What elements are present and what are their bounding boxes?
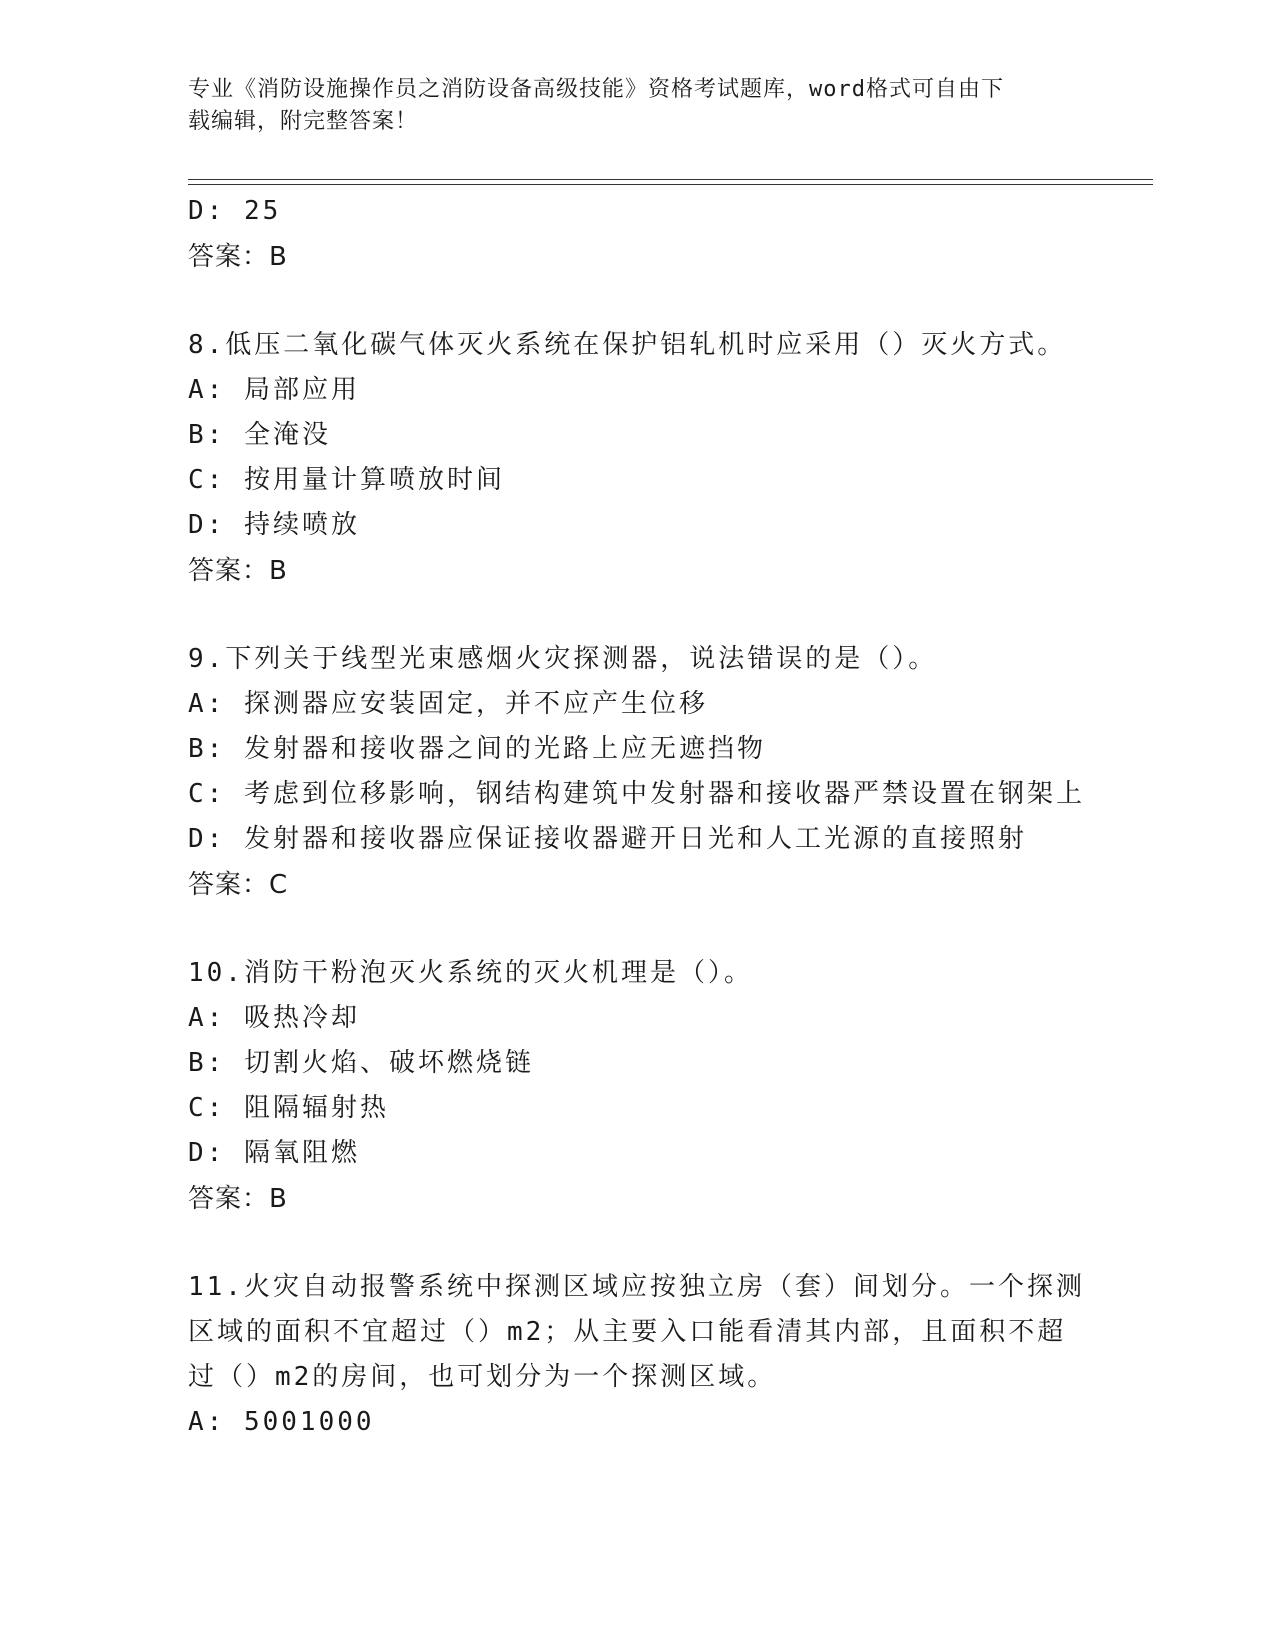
option-c: C: 考虑到位移影响，钢结构建筑中发射器和接收器严禁设置在钢架上: [188, 779, 1085, 809]
question-stem-line-3: 过（）m2的房间，也可划分为一个探测区域。: [188, 1362, 777, 1392]
header-line-2: 载编辑，附完整答案！: [188, 109, 419, 134]
question-8: [188, 323, 1078, 594]
option-a: A: 5001000: [188, 1407, 375, 1437]
document-header: [188, 74, 1058, 138]
header-line-1: 专业《消防设施操作员之消防设备高级技能》资格考试题库，word格式可自由下: [188, 77, 1004, 102]
answer: 答案：C: [188, 870, 289, 900]
option-b: B: 发射器和接收器之间的光路上应无遮挡物: [188, 734, 766, 764]
question-11: [188, 1265, 1085, 1445]
answer: 答案：B: [188, 1184, 288, 1214]
option-a: A: 局部应用: [188, 375, 360, 405]
header-divider: [188, 179, 1153, 185]
question-stem: 9.下列关于线型光束感烟火灾探测器，说法错误的是（）。: [188, 644, 938, 674]
question-stem: 10.消防干粉泡灭火系统的灭火机理是（）。: [188, 958, 753, 988]
option-c: C: 按用量计算喷放时间: [188, 465, 505, 495]
question-stem-line-1: 11.火灾自动报警系统中探测区域应按独立房（套）间划分。一个探测: [188, 1272, 1085, 1302]
option-c: C: 阻隔辐射热: [188, 1093, 389, 1123]
option-d: D: 隔氧阻燃: [188, 1138, 360, 1168]
question-9: [188, 637, 1085, 908]
answer: 答案：B: [188, 556, 288, 586]
option-b: B: 全淹没: [188, 420, 331, 450]
question-stem: 8.低压二氧化碳气体灭火系统在保护铝轧机时应采用（）灭火方式。: [188, 330, 1067, 360]
option-d: D: 持续喷放: [188, 510, 360, 540]
option-b: B: 切割火焰、破坏燃烧链: [188, 1048, 534, 1078]
question-list: [188, 189, 1085, 1445]
option-a: A: 吸热冷却: [188, 1003, 360, 1033]
option-a: A: 探测器应安装固定，并不应产生位移: [188, 689, 708, 719]
answer: 答案：B: [188, 242, 288, 272]
option-d: D: 发射器和接收器应保证接收器避开日光和人工光源的直接照射: [188, 824, 1027, 854]
option-d: D: 25: [188, 196, 282, 226]
question-stem-line-2: 区域的面积不宜超过（）m2；从主要入口能看清其内部，且面积不超: [188, 1317, 1067, 1347]
question-10: [188, 951, 1078, 1222]
